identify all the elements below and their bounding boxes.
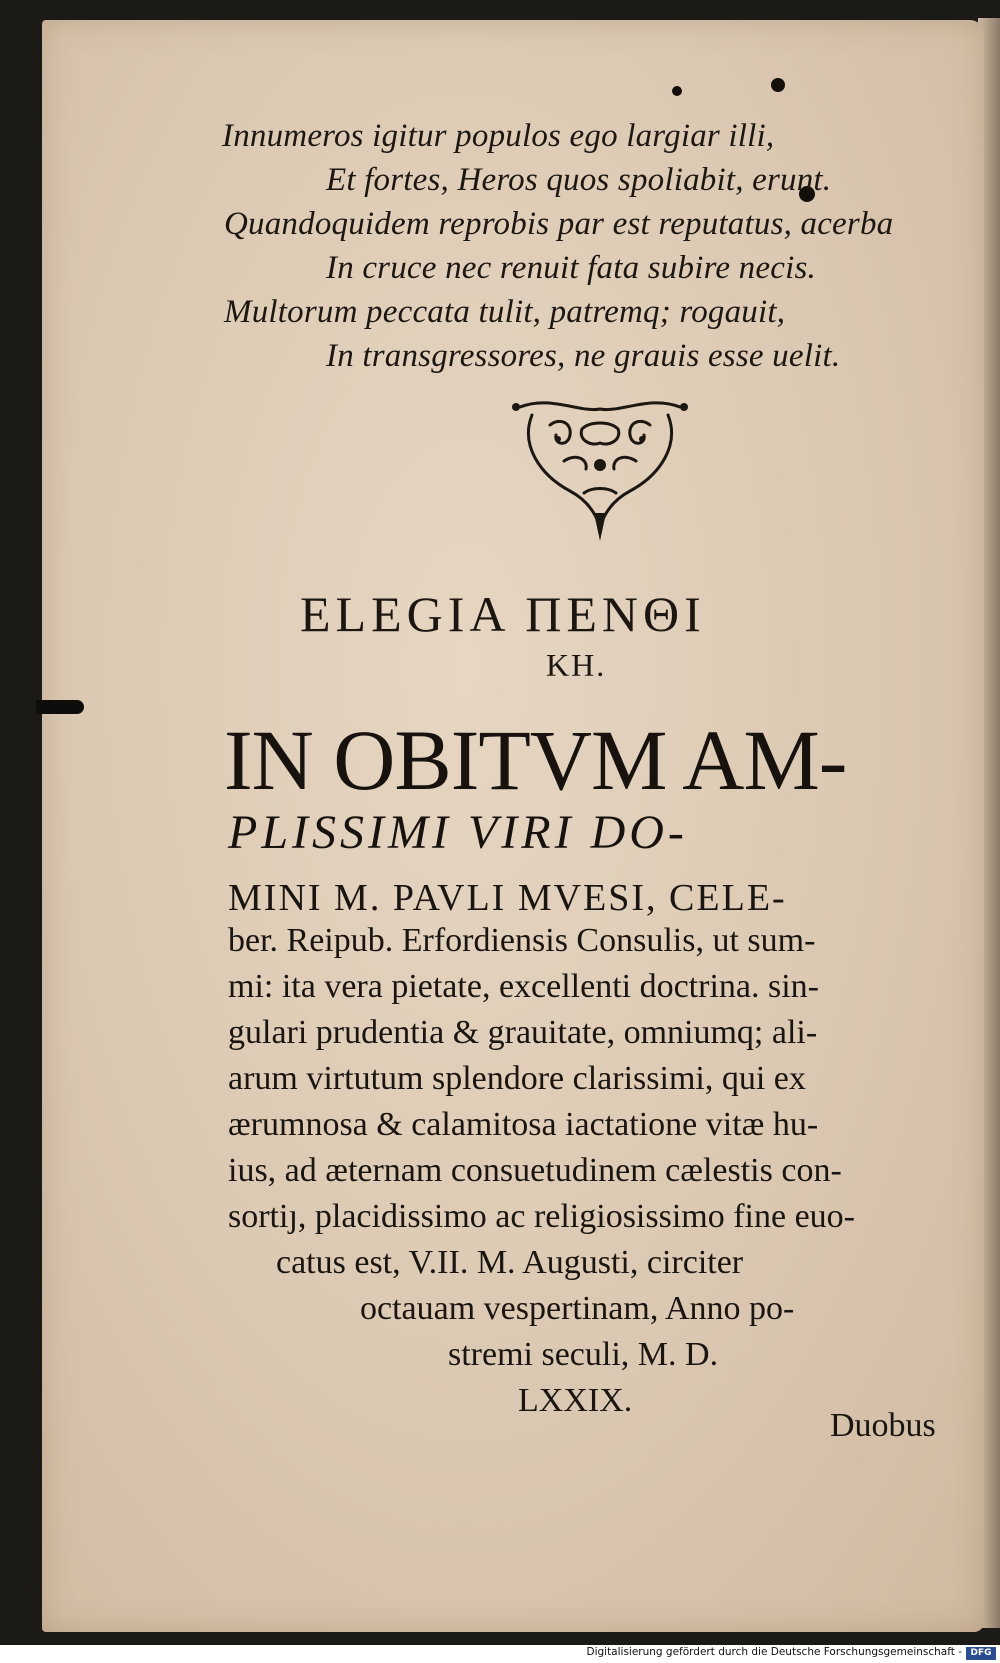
poem-line: Quandoquidem reprobis par est reputatus, acerba [224, 206, 894, 242]
body-line: ber. Reipub. Erfordiensis Consulis, ut sum- [228, 922, 816, 959]
ink-blot [672, 86, 682, 96]
catchword: Duobus [830, 1407, 936, 1444]
body-line: LXXIX. [518, 1382, 633, 1419]
floral-heart-ornament-icon [510, 395, 690, 545]
ink-blot [771, 78, 785, 92]
body-line: octauam vespertinam, Anno po- [360, 1290, 795, 1327]
elegia-title: ELEGIA ΠΕΝΘΙ [300, 586, 706, 642]
poem-line: In cruce nec renuit fata subire necis. [326, 250, 816, 286]
body-line: arum virtutum splendore clarissimi, qui ex [228, 1060, 806, 1097]
body-line: catus est, V.II. M. Augusti, circiter [276, 1244, 744, 1281]
poem-line: Et fortes, Heros quos spoliabit, erunt. [326, 162, 832, 198]
dfg-logo-icon: DFG [966, 1647, 996, 1660]
elegia-title-continued: ΚΗ. [546, 647, 607, 683]
footer-credit: Digitalisierung gefördert durch die Deutsche Forschungsgemeinschaft - [586, 1646, 962, 1658]
body-line: gulari prudentia & grauitate, omniumq; ali- [228, 1014, 818, 1051]
poem-line: Multorum peccata tulit, patremq; rogauit, [224, 294, 786, 330]
page-tab-mark [36, 700, 84, 714]
footer-bar [0, 1645, 1000, 1663]
poem-line: In transgressores, ne grauis esse uelit. [326, 338, 841, 374]
poem-line: Innumeros igitur populos ego largiar illi, [222, 118, 775, 154]
body-line: MINI M. PAVLI MVESI, CELE- [228, 877, 787, 919]
body-line: ius, ad æternam consuetudinem cælestis con- [228, 1152, 842, 1189]
body-line: ærumnosa & calamitosa iactatione vitæ hu- [228, 1106, 819, 1143]
body-line: sortiȷ, placidissimo ac religiosissimo fine euo- [228, 1198, 856, 1235]
subtitle-italic: PLISSIMI VIRI DO- [228, 806, 688, 859]
main-title: IN OBITVM AM- [224, 712, 847, 808]
body-line: mi: ita vera pietate, excellenti doctrina. sin- [228, 968, 819, 1005]
body-line: stremi seculi, M. D. [448, 1336, 719, 1373]
